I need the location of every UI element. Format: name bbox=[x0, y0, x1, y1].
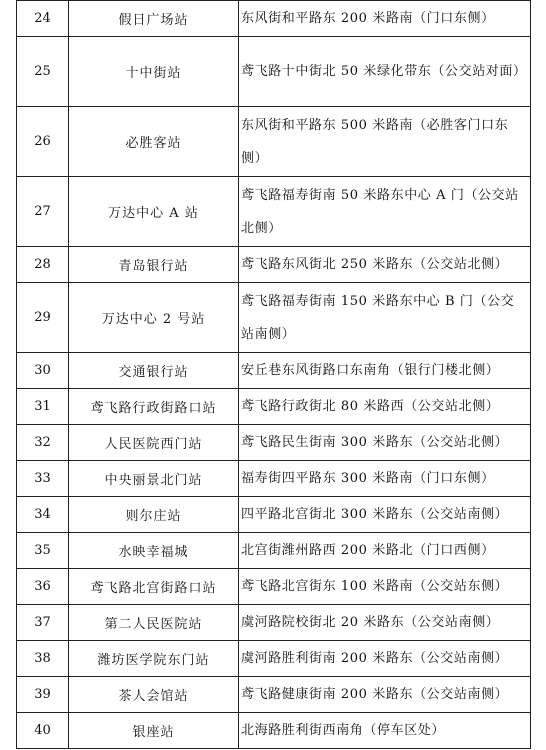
station-name: 十中街站 bbox=[69, 37, 239, 107]
station-table-body bbox=[17, 1, 531, 749]
table-row bbox=[17, 461, 531, 497]
station-location: 虞河路院校街北 20 米路东（公交站南侧） bbox=[239, 605, 531, 641]
station-name: 第二人民医院站 bbox=[69, 605, 239, 641]
row-number: 35 bbox=[17, 533, 69, 569]
station-location: 鸢飞路民生街南 300 米路东（公交站北侧） bbox=[239, 425, 531, 461]
station-table bbox=[16, 0, 531, 749]
row-number: 24 bbox=[17, 1, 69, 37]
table-row bbox=[17, 497, 531, 533]
table-row bbox=[17, 283, 531, 353]
table-row bbox=[17, 605, 531, 641]
station-name: 银座站 bbox=[69, 713, 239, 749]
row-number: 39 bbox=[17, 677, 69, 713]
station-table-page bbox=[16, 0, 530, 749]
station-name: 鸢飞路行政街路口站 bbox=[69, 389, 239, 425]
row-number: 40 bbox=[17, 713, 69, 749]
table-row bbox=[17, 37, 531, 107]
station-name: 潍坊医学院东门站 bbox=[69, 641, 239, 677]
station-name: 假日广场站 bbox=[69, 1, 239, 37]
row-number: 37 bbox=[17, 605, 69, 641]
station-name: 则尔庄站 bbox=[69, 497, 239, 533]
table-row bbox=[17, 1, 531, 37]
row-number: 38 bbox=[17, 641, 69, 677]
table-row bbox=[17, 247, 531, 283]
table-row bbox=[17, 425, 531, 461]
station-name: 万达中心 A 站 bbox=[69, 177, 239, 247]
station-name: 青岛银行站 bbox=[69, 247, 239, 283]
row-number: 31 bbox=[17, 389, 69, 425]
row-number: 32 bbox=[17, 425, 69, 461]
station-location: 东风街和平路东 500 米路南（必胜客门口东侧） bbox=[239, 107, 531, 177]
station-location: 鸢飞路福寿街南 50 米路东中心 A 门（公交站北侧） bbox=[239, 177, 531, 247]
station-name: 人民医院西门站 bbox=[69, 425, 239, 461]
station-location: 鸢飞路十中街北 50 米绿化带东（公交站对面） bbox=[239, 37, 531, 107]
station-location: 北宫街潍州路西 200 米路北（门口西侧） bbox=[239, 533, 531, 569]
row-number: 25 bbox=[17, 37, 69, 107]
station-name: 中央丽景北门站 bbox=[69, 461, 239, 497]
table-row bbox=[17, 353, 531, 389]
table-row bbox=[17, 389, 531, 425]
row-number: 30 bbox=[17, 353, 69, 389]
table-row bbox=[17, 713, 531, 749]
row-number: 29 bbox=[17, 283, 69, 353]
table-row bbox=[17, 569, 531, 605]
table-row bbox=[17, 177, 531, 247]
station-location: 虞河路胜利街南 200 米路东（公交站南侧） bbox=[239, 641, 531, 677]
station-name: 水映幸福城 bbox=[69, 533, 239, 569]
station-name: 茶人会馆站 bbox=[69, 677, 239, 713]
station-location: 鸢飞路北宫街东 100 米路南（公交站东侧） bbox=[239, 569, 531, 605]
row-number: 36 bbox=[17, 569, 69, 605]
station-location: 鸢飞路行政街北 80 米路西（公交站北侧） bbox=[239, 389, 531, 425]
station-location: 鸢飞路健康街南 200 米路东（公交站南侧） bbox=[239, 677, 531, 713]
row-number: 26 bbox=[17, 107, 69, 177]
station-location: 福寿街四平路东 300 米路南（门口东侧） bbox=[239, 461, 531, 497]
row-number: 27 bbox=[17, 177, 69, 247]
station-name: 必胜客站 bbox=[69, 107, 239, 177]
table-row bbox=[17, 533, 531, 569]
row-number: 33 bbox=[17, 461, 69, 497]
table-row bbox=[17, 677, 531, 713]
station-location: 北海路胜利街西南角（停车区处） bbox=[239, 713, 531, 749]
table-row bbox=[17, 107, 531, 177]
station-location: 安丘巷东风街路口东南角（银行门楼北侧） bbox=[239, 353, 531, 389]
row-number: 34 bbox=[17, 497, 69, 533]
station-name: 交通银行站 bbox=[69, 353, 239, 389]
station-name: 万达中心 2 号站 bbox=[69, 283, 239, 353]
station-location: 四平路北宫街北 300 米路东（公交站南侧） bbox=[239, 497, 531, 533]
table-row bbox=[17, 641, 531, 677]
station-location: 鸢飞路东风街北 250 米路东（公交站北侧） bbox=[239, 247, 531, 283]
station-location: 东风街和平路东 200 米路南（门口东侧） bbox=[239, 1, 531, 37]
station-location: 鸢飞路福寿街南 150 米路东中心 B 门（公交站南侧） bbox=[239, 283, 531, 353]
row-number: 28 bbox=[17, 247, 69, 283]
station-name: 鸢飞路北宫街路口站 bbox=[69, 569, 239, 605]
